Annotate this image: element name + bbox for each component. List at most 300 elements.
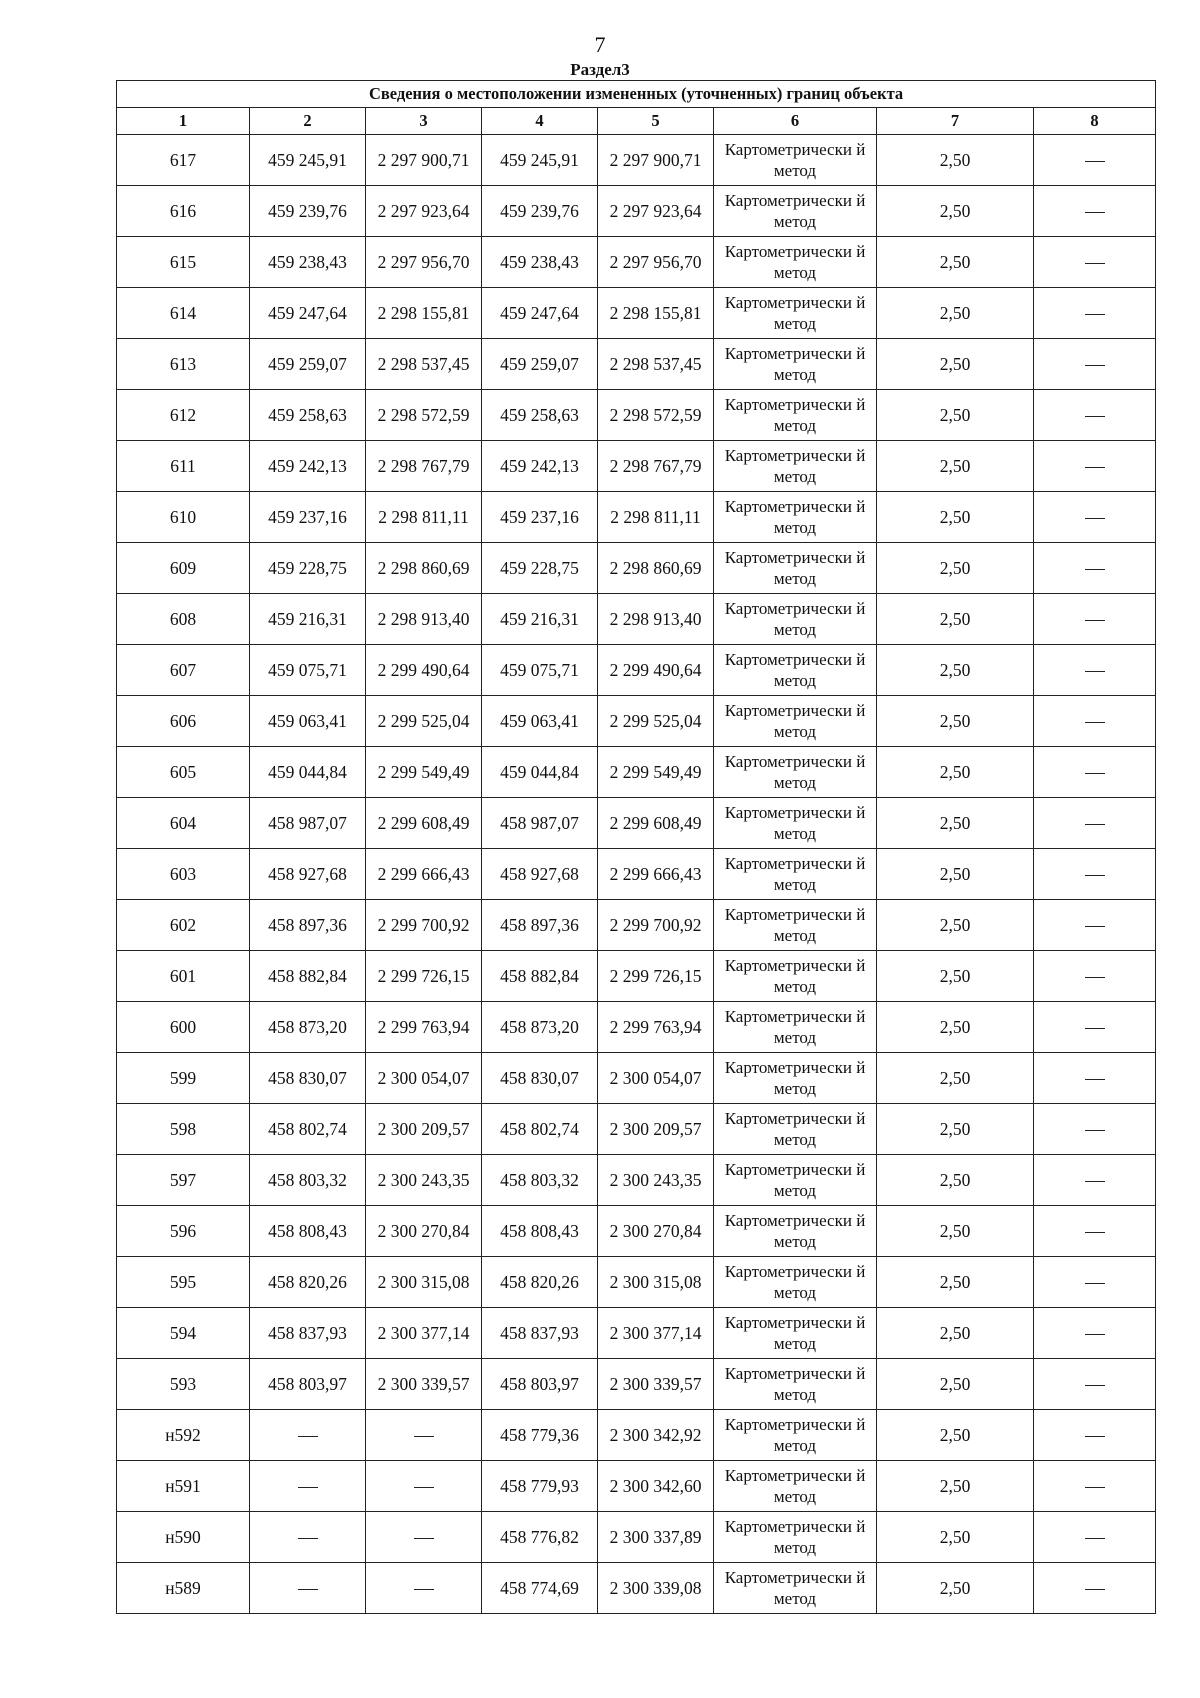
x-refined-cell: 459 228,75 [482,543,598,594]
column-number-7: 7 [877,108,1034,135]
x-refined-cell: 459 063,41 [482,696,598,747]
description-cell [1034,1104,1156,1155]
table-row [117,1155,1156,1206]
table-row [117,1461,1156,1512]
method-cell: Картометрически й метод [714,1206,877,1257]
method-cell: Картометрически й метод [714,543,877,594]
accuracy-cell: 2,50 [877,1461,1034,1512]
description-cell [1034,645,1156,696]
y-refined-cell: 2 299 490,64 [598,645,714,696]
dash-mark [1085,569,1105,570]
dash-mark [1085,263,1105,264]
method-cell: Картометрически й метод [714,492,877,543]
table-row [117,747,1156,798]
y-refined-cell: 2 298 155,81 [598,288,714,339]
point-name-cell: 596 [117,1206,250,1257]
table-row [117,1563,1156,1614]
dash-mark [1085,773,1105,774]
y-refined-cell: 2 300 342,92 [598,1410,714,1461]
description-cell [1034,186,1156,237]
method-cell: Картометрически й метод [714,900,877,951]
y-refined-cell: 2 300 339,08 [598,1563,714,1614]
y-existing-cell: 2 299 666,43 [366,849,482,900]
accuracy-cell: 2,50 [877,1104,1034,1155]
method-cell: Картометрически й метод [714,135,877,186]
description-cell [1034,1155,1156,1206]
y-refined-cell: 2 300 342,60 [598,1461,714,1512]
method-cell: Картометрически й метод [714,951,877,1002]
y-refined-cell: 2 300 377,14 [598,1308,714,1359]
dash-mark [414,1487,434,1488]
accuracy-cell: 2,50 [877,1002,1034,1053]
y-refined-cell: 2 300 243,35 [598,1155,714,1206]
x-existing-cell: 459 075,71 [250,645,366,696]
x-refined-cell: 458 808,43 [482,1206,598,1257]
y-refined-cell: 2 298 811,11 [598,492,714,543]
accuracy-cell: 2,50 [877,288,1034,339]
x-existing-cell [250,1461,366,1512]
accuracy-cell: 2,50 [877,339,1034,390]
point-name-cell: 615 [117,237,250,288]
y-existing-cell: 2 297 900,71 [366,135,482,186]
accuracy-cell: 2,50 [877,1410,1034,1461]
description-cell [1034,1512,1156,1563]
accuracy-cell: 2,50 [877,1563,1034,1614]
description-cell [1034,747,1156,798]
accuracy-cell: 2,50 [877,594,1034,645]
x-existing-cell: 458 927,68 [250,849,366,900]
method-cell: Картометрически й метод [714,1104,877,1155]
table-row [117,390,1156,441]
accuracy-cell: 2,50 [877,1053,1034,1104]
y-refined-cell: 2 298 572,59 [598,390,714,441]
dash-mark [414,1436,434,1437]
dash-mark [414,1589,434,1590]
y-existing-cell: 2 299 490,64 [366,645,482,696]
table-row [117,696,1156,747]
accuracy-cell: 2,50 [877,951,1034,1002]
x-existing-cell: 459 245,91 [250,135,366,186]
y-refined-cell: 2 299 666,43 [598,849,714,900]
table-row [117,135,1156,186]
method-cell: Картометрически й метод [714,288,877,339]
y-existing-cell: 2 298 155,81 [366,288,482,339]
x-refined-cell: 459 239,76 [482,186,598,237]
y-existing-cell: 2 297 956,70 [366,237,482,288]
dash-mark [298,1538,318,1539]
point-name-cell: 616 [117,186,250,237]
accuracy-cell: 2,50 [877,441,1034,492]
y-existing-cell: 2 298 913,40 [366,594,482,645]
dash-mark [298,1487,318,1488]
description-cell [1034,1359,1156,1410]
accuracy-cell: 2,50 [877,1359,1034,1410]
x-existing-cell: 458 820,26 [250,1257,366,1308]
accuracy-cell: 2,50 [877,1206,1034,1257]
description-cell [1034,492,1156,543]
table-row [117,900,1156,951]
column-number-row [117,108,1156,135]
method-cell: Картометрически й метод [714,1002,877,1053]
x-existing-cell: 459 239,76 [250,186,366,237]
method-cell: Картометрически й метод [714,849,877,900]
x-refined-cell: 459 044,84 [482,747,598,798]
x-existing-cell: 458 802,74 [250,1104,366,1155]
description-cell [1034,1461,1156,1512]
x-refined-cell: 459 242,13 [482,441,598,492]
table-row [117,1206,1156,1257]
y-existing-cell: 2 298 767,79 [366,441,482,492]
x-existing-cell: 459 247,64 [250,288,366,339]
accuracy-cell: 2,50 [877,390,1034,441]
point-name-cell: 605 [117,747,250,798]
column-number-2: 2 [250,108,366,135]
point-name-cell: 610 [117,492,250,543]
x-refined-cell: 458 776,82 [482,1512,598,1563]
point-name-cell: 599 [117,1053,250,1104]
method-cell: Картометрически й метод [714,747,877,798]
point-name-cell: 597 [117,1155,250,1206]
y-existing-cell: 2 300 054,07 [366,1053,482,1104]
description-cell [1034,237,1156,288]
point-name-cell: н589 [117,1563,250,1614]
x-existing-cell: 458 987,07 [250,798,366,849]
x-existing-cell: 459 242,13 [250,441,366,492]
x-existing-cell: 459 228,75 [250,543,366,594]
x-refined-cell: 458 779,36 [482,1410,598,1461]
description-cell [1034,849,1156,900]
description-cell [1034,1257,1156,1308]
table-caption: Сведения о местоположении измененных (уточненных) границ объекта [117,81,1156,108]
dash-mark [1085,1232,1105,1233]
accuracy-cell: 2,50 [877,1257,1034,1308]
y-existing-cell: 2 299 700,92 [366,900,482,951]
accuracy-cell: 2,50 [877,900,1034,951]
dash-mark [1085,1589,1105,1590]
x-refined-cell: 458 873,20 [482,1002,598,1053]
table-row [117,849,1156,900]
column-number-5: 5 [598,108,714,135]
column-number-1: 1 [117,108,250,135]
x-existing-cell: 458 803,32 [250,1155,366,1206]
method-cell: Картометрически й метод [714,1359,877,1410]
y-existing-cell [366,1512,482,1563]
y-existing-cell: 2 300 377,14 [366,1308,482,1359]
method-cell: Картометрически й метод [714,594,877,645]
x-refined-cell: 459 216,31 [482,594,598,645]
table-row [117,339,1156,390]
y-existing-cell: 2 299 608,49 [366,798,482,849]
y-refined-cell: 2 298 537,45 [598,339,714,390]
table-row [117,1512,1156,1563]
point-name-cell: 606 [117,696,250,747]
method-cell: Картометрически й метод [714,441,877,492]
method-cell: Картометрически й метод [714,1155,877,1206]
dash-mark [1085,1538,1105,1539]
dash-mark [298,1589,318,1590]
dash-mark [1085,365,1105,366]
x-refined-cell: 459 238,43 [482,237,598,288]
y-existing-cell [366,1410,482,1461]
section-title: Раздел3 [570,60,630,79]
boundary-coordinates-table [116,80,1156,1614]
x-existing-cell: 458 830,07 [250,1053,366,1104]
accuracy-cell: 2,50 [877,237,1034,288]
description-cell [1034,1563,1156,1614]
y-refined-cell: 2 300 337,89 [598,1512,714,1563]
point-name-cell: н591 [117,1461,250,1512]
table-row [117,492,1156,543]
y-refined-cell: 2 300 315,08 [598,1257,714,1308]
dash-mark [1085,518,1105,519]
method-cell: Картометрически й метод [714,1461,877,1512]
dash-mark [1085,620,1105,621]
x-refined-cell: 458 803,97 [482,1359,598,1410]
point-name-cell: 608 [117,594,250,645]
x-existing-cell: 458 837,93 [250,1308,366,1359]
y-refined-cell: 2 300 339,57 [598,1359,714,1410]
point-name-cell: н590 [117,1512,250,1563]
dash-mark [1085,977,1105,978]
dash-mark [1085,1028,1105,1029]
method-cell: Картометрически й метод [714,1512,877,1563]
x-existing-cell: 458 808,43 [250,1206,366,1257]
table-row [117,798,1156,849]
dash-mark [1085,161,1105,162]
y-existing-cell: 2 300 315,08 [366,1257,482,1308]
point-name-cell: 613 [117,339,250,390]
y-refined-cell: 2 299 763,94 [598,1002,714,1053]
point-name-cell: 611 [117,441,250,492]
accuracy-cell: 2,50 [877,747,1034,798]
y-refined-cell: 2 300 270,84 [598,1206,714,1257]
table-row [117,237,1156,288]
point-name-cell: 594 [117,1308,250,1359]
y-refined-cell: 2 300 209,57 [598,1104,714,1155]
accuracy-cell: 2,50 [877,135,1034,186]
x-refined-cell: 458 779,93 [482,1461,598,1512]
table-row [117,543,1156,594]
x-refined-cell: 459 247,64 [482,288,598,339]
dash-mark [298,1436,318,1437]
y-refined-cell: 2 300 054,07 [598,1053,714,1104]
page-number: 7 [594,32,606,57]
y-existing-cell: 2 298 811,11 [366,492,482,543]
y-existing-cell: 2 298 537,45 [366,339,482,390]
x-existing-cell: 459 259,07 [250,339,366,390]
accuracy-cell: 2,50 [877,1155,1034,1206]
x-refined-cell: 458 882,84 [482,951,598,1002]
accuracy-cell: 2,50 [877,798,1034,849]
table-row [117,441,1156,492]
accuracy-cell: 2,50 [877,1308,1034,1359]
dash-mark [1085,1334,1105,1335]
method-cell: Картометрически й метод [714,1563,877,1614]
description-cell [1034,1410,1156,1461]
x-existing-cell: 459 044,84 [250,747,366,798]
table-body [117,135,1156,1614]
x-refined-cell: 458 802,74 [482,1104,598,1155]
table-row [117,951,1156,1002]
dash-mark [1085,1487,1105,1488]
description-cell [1034,900,1156,951]
accuracy-cell: 2,50 [877,645,1034,696]
x-existing-cell: 459 237,16 [250,492,366,543]
method-cell: Картометрически й метод [714,1257,877,1308]
y-existing-cell: 2 300 243,35 [366,1155,482,1206]
method-cell: Картометрически й метод [714,696,877,747]
column-number-4: 4 [482,108,598,135]
x-existing-cell [250,1410,366,1461]
description-cell [1034,951,1156,1002]
x-existing-cell [250,1512,366,1563]
dash-mark [1085,926,1105,927]
method-cell: Картометрически й метод [714,1410,877,1461]
x-refined-cell: 458 803,32 [482,1155,598,1206]
y-refined-cell: 2 297 956,70 [598,237,714,288]
table-row [117,1308,1156,1359]
description-cell [1034,390,1156,441]
x-refined-cell: 459 258,63 [482,390,598,441]
y-refined-cell: 2 298 913,40 [598,594,714,645]
y-refined-cell: 2 299 608,49 [598,798,714,849]
point-name-cell: 593 [117,1359,250,1410]
y-refined-cell: 2 298 767,79 [598,441,714,492]
column-number-8: 8 [1034,108,1156,135]
dash-mark [1085,1181,1105,1182]
accuracy-cell: 2,50 [877,543,1034,594]
y-refined-cell: 2 299 525,04 [598,696,714,747]
method-cell: Картометрически й метод [714,1053,877,1104]
y-refined-cell: 2 298 860,69 [598,543,714,594]
description-cell [1034,594,1156,645]
y-existing-cell: 2 299 525,04 [366,696,482,747]
description-cell [1034,798,1156,849]
y-refined-cell: 2 297 923,64 [598,186,714,237]
y-refined-cell: 2 299 549,49 [598,747,714,798]
point-name-cell: 617 [117,135,250,186]
dash-mark [1085,467,1105,468]
description-cell [1034,1002,1156,1053]
point-name-cell: 595 [117,1257,250,1308]
method-cell: Картометрически й метод [714,390,877,441]
x-existing-cell: 458 803,97 [250,1359,366,1410]
y-existing-cell: 2 300 270,84 [366,1206,482,1257]
y-existing-cell: 2 300 339,57 [366,1359,482,1410]
description-cell [1034,339,1156,390]
x-refined-cell: 458 820,26 [482,1257,598,1308]
y-existing-cell [366,1461,482,1512]
x-refined-cell: 459 259,07 [482,339,598,390]
y-existing-cell: 2 299 549,49 [366,747,482,798]
point-name-cell: 609 [117,543,250,594]
method-cell: Картометрически й метод [714,339,877,390]
method-cell: Картометрически й метод [714,798,877,849]
y-existing-cell: 2 297 923,64 [366,186,482,237]
point-name-cell: 614 [117,288,250,339]
table-row [117,1002,1156,1053]
y-existing-cell: 2 300 209,57 [366,1104,482,1155]
dash-mark [1085,671,1105,672]
method-cell: Картометрически й метод [714,1308,877,1359]
description-cell [1034,696,1156,747]
dash-mark [1085,212,1105,213]
table-row [117,645,1156,696]
point-name-cell: 603 [117,849,250,900]
description-cell [1034,288,1156,339]
dash-mark [1085,824,1105,825]
dash-mark [1085,722,1105,723]
table-row [117,288,1156,339]
dash-mark [1085,1436,1105,1437]
x-existing-cell: 459 063,41 [250,696,366,747]
accuracy-cell: 2,50 [877,849,1034,900]
point-name-cell: 602 [117,900,250,951]
x-refined-cell: 459 237,16 [482,492,598,543]
method-cell: Картометрически й метод [714,645,877,696]
point-name-cell: 612 [117,390,250,441]
y-refined-cell: 2 299 700,92 [598,900,714,951]
point-name-cell: 604 [117,798,250,849]
x-existing-cell: 459 238,43 [250,237,366,288]
table-row [117,186,1156,237]
x-existing-cell: 458 873,20 [250,1002,366,1053]
table-row [117,594,1156,645]
y-existing-cell: 2 299 763,94 [366,1002,482,1053]
y-refined-cell: 2 299 726,15 [598,951,714,1002]
x-existing-cell: 458 897,36 [250,900,366,951]
description-cell [1034,543,1156,594]
x-refined-cell: 459 075,71 [482,645,598,696]
dash-mark [1085,1130,1105,1131]
table-row [117,1359,1156,1410]
point-name-cell: н592 [117,1410,250,1461]
dash-mark [414,1538,434,1539]
point-name-cell: 607 [117,645,250,696]
dash-mark [1085,1079,1105,1080]
y-existing-cell: 2 298 860,69 [366,543,482,594]
accuracy-cell: 2,50 [877,1512,1034,1563]
x-existing-cell: 458 882,84 [250,951,366,1002]
dash-mark [1085,1283,1105,1284]
description-cell [1034,1053,1156,1104]
y-existing-cell: 2 299 726,15 [366,951,482,1002]
y-refined-cell: 2 297 900,71 [598,135,714,186]
description-cell [1034,135,1156,186]
method-cell: Картометрически й метод [714,186,877,237]
x-existing-cell: 459 216,31 [250,594,366,645]
x-refined-cell: 458 897,36 [482,900,598,951]
description-cell [1034,441,1156,492]
point-name-cell: 601 [117,951,250,1002]
table-row [117,1257,1156,1308]
accuracy-cell: 2,50 [877,492,1034,543]
table-row [117,1104,1156,1155]
table-row [117,1053,1156,1104]
x-existing-cell: 459 258,63 [250,390,366,441]
description-cell [1034,1206,1156,1257]
x-refined-cell: 458 837,93 [482,1308,598,1359]
accuracy-cell: 2,50 [877,186,1034,237]
column-number-6: 6 [714,108,877,135]
x-refined-cell: 459 245,91 [482,135,598,186]
accuracy-cell: 2,50 [877,696,1034,747]
x-refined-cell: 458 987,07 [482,798,598,849]
x-refined-cell: 458 927,68 [482,849,598,900]
y-existing-cell: 2 298 572,59 [366,390,482,441]
description-cell [1034,1308,1156,1359]
method-cell: Картометрически й метод [714,237,877,288]
